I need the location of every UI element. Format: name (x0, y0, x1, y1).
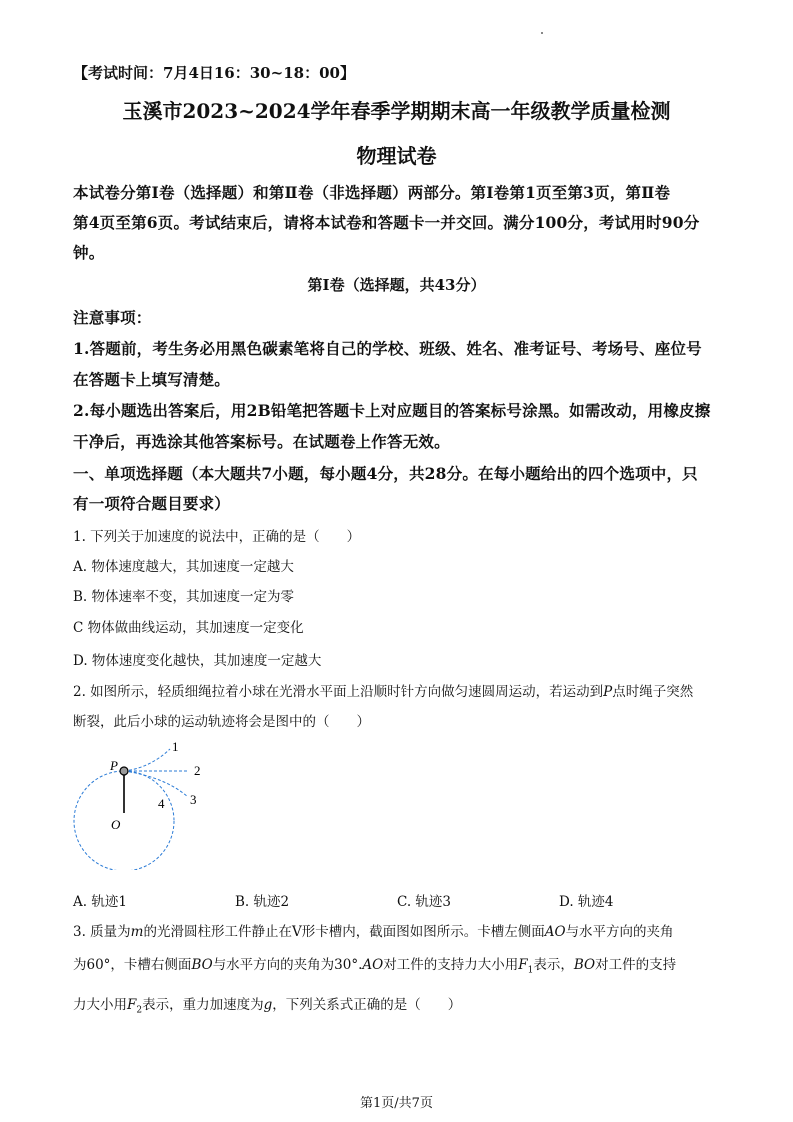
q3-var-ao: AO (362, 957, 384, 973)
q3-line-3 (73, 993, 461, 1016)
q1-option-c: C 物体做曲线运动，其加速度一定变化 (73, 620, 304, 636)
q3-var-m: m (130, 924, 144, 940)
circular-motion-figure (70, 735, 230, 870)
q3-var-ao: AO (544, 924, 566, 940)
label-3: 3 (190, 792, 197, 807)
q3-var-f1-subscript: 1 (527, 965, 534, 976)
part-1-heading-line-1: 一、单项选择题（本大题共7小题，每小题4分，共28分。在每小题给出的四个选项中，只 (73, 464, 698, 483)
q2-option-d: D. 轨迹4 (559, 894, 614, 910)
label-1: 1 (172, 739, 179, 754)
page-number: 第1页/共7页 (360, 1096, 433, 1111)
notes-heading: 注意事项： (73, 308, 152, 327)
q3-line-2 (73, 953, 676, 976)
q3-var-f1: F (518, 957, 528, 973)
intro-line-2: 第4页至第6页。考试结束后，请将本试卷和答题卡一并交回。满分100分，考试用时90分 (73, 213, 700, 232)
note-2-line-1: 2.每小题选出答案后，用2B铅笔把答题卡上对应题目的答案标号涂黑。如需改动，用橡皮擦 (73, 401, 711, 420)
q3-text: 表示， (533, 957, 574, 973)
exam-time: 【考试时间：7月4日16：30~18：00】 (73, 64, 355, 82)
scan-speck (541, 32, 543, 34)
section-heading: 第Ⅰ卷（选择题，共43分） (307, 276, 486, 294)
label-p: P (110, 758, 118, 773)
q1-option-d: D. 物体速度变化越快，其加速度一定越大 (73, 653, 322, 669)
q1-stem: 1. 下列关于加速度的说法中，正确的是（ ） (73, 529, 361, 545)
q2-stem-part-1: 2. 如图所示，轻质细绳拉着小球在光滑水平面上沿顺时针方向做匀速圆周运动，若运动到 (73, 684, 604, 700)
label-2: 2 (194, 763, 201, 778)
q3-var-g: g (263, 997, 273, 1013)
trajectory-3 (124, 771, 188, 797)
q2-stem-part-2: 点时绳子突然 (612, 684, 694, 700)
q3-text: ，下列关系式正确的是（ ） (272, 997, 462, 1013)
note-1-line-1: 1.答题前，考生务必用黑色碳素笔将自己的学校、班级、姓名、准考证号、考场号、座位号 (73, 339, 702, 358)
q3-var-bo: BO (573, 957, 596, 973)
note-1-line-2: 在答题卡上填写清楚。 (73, 370, 231, 389)
trajectory-1 (124, 749, 170, 771)
q3-text: 与水平方向的夹角为30°. (212, 957, 363, 973)
q3-text: 对工件的支持 (595, 957, 677, 973)
q3-text: 力大小用 (73, 997, 127, 1013)
q2-option-b: B. 轨迹2 (235, 894, 290, 910)
q3-line-1 (73, 920, 674, 940)
q3-var-f2: F (127, 997, 137, 1013)
q2-option-a: A. 轨迹1 (73, 894, 127, 910)
q3-text: 与水平方向的夹角 (565, 924, 674, 940)
q3-var-f2-subscript: 2 (136, 1005, 143, 1016)
label-4: 4 (158, 796, 165, 811)
q2-point-p: P (603, 684, 613, 700)
part-1-heading-line-2: 有一项符合题目要求） (73, 494, 231, 513)
note-2-line-2: 干净后，再选涂其他答案标号。在试题卷上作答无效。 (73, 432, 450, 451)
intro-line-3: 钟。 (73, 243, 105, 262)
label-o: O (111, 817, 121, 832)
q3-text: 为60°，卡槽右侧面 (73, 957, 192, 973)
q2-stem-line-1 (73, 680, 693, 700)
q1-option-b: B. 物体速率不变，其加速度一定为零 (73, 589, 295, 605)
subject-title: 物理试卷 (356, 144, 437, 168)
exam-title: 玉溪市2023~2024学年春季学期期末高一年级教学质量检测 (122, 99, 671, 123)
q3-text: 3. 质量为 (73, 924, 131, 940)
ball (120, 767, 128, 775)
q2-option-c: C. 轨迹3 (397, 894, 452, 910)
q3-text: 表示，重力加速度为 (142, 997, 264, 1013)
q3-var-bo: BO (191, 957, 213, 973)
q1-option-a: A. 物体速度越大，其加速度一定越大 (73, 559, 294, 575)
q2-stem-line-2: 断裂，此后小球的运动轨迹将会是图中的（ ） (73, 714, 370, 730)
q3-text: 的光滑圆柱形工件静止在V形卡槽内，截面图如图所示。卡槽左侧面 (143, 924, 545, 940)
intro-line-1: 本试卷分第Ⅰ卷（选择题）和第Ⅱ卷（非选择题）两部分。第Ⅰ卷第1页至第3页，第Ⅱ卷 (73, 183, 671, 202)
q3-text: 对工件的支持力大小用 (383, 957, 519, 973)
